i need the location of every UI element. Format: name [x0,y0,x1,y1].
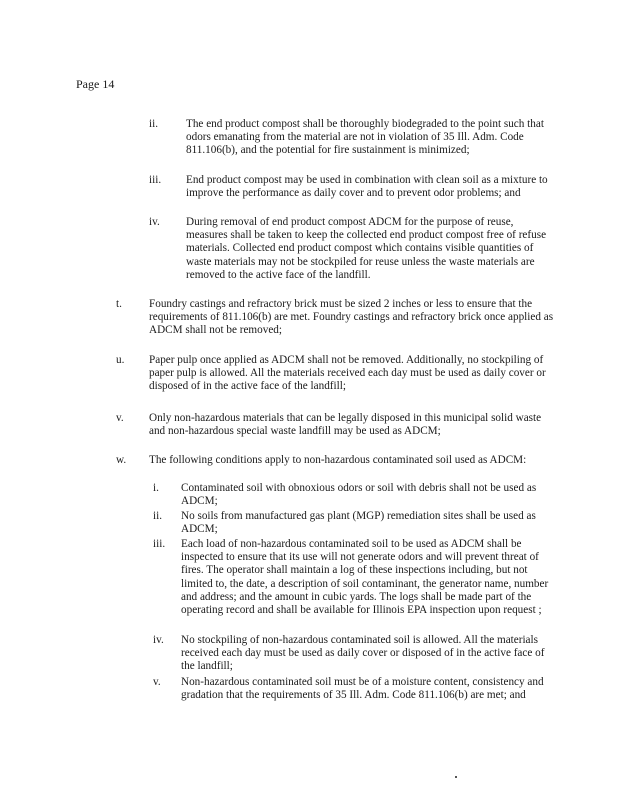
item-text: Contaminated soil with obnoxious odors or soil with debris shall not be used as ADCM; [181,482,537,508]
item-number: iii. [149,174,162,186]
item-number: w. [116,454,127,466]
item-number: ii. [149,118,159,130]
sub-item-ii [149,118,549,158]
item-text: No soils from manufactured gas plant (MGP) remediation sites shall be used as ADCM; [181,510,536,536]
item-text: Non-hazardous contaminated soil must be of a moisture content, consistency and gradation that the requirements of 35 Ill. Adm. Code 811.106(b) are met; and [181,676,544,702]
scan-speck [455,776,457,778]
item-number: iii. [153,538,166,550]
item-number: ii. [153,510,163,522]
item-text: The end product compost shall be thoroughly biodegraded to the point such that odors emanating from the material are not in violation of 35 Ill. Adm. Code 811.106(b), and the potential for fire sustainment is minimized; [186,118,544,157]
sub-item-iv [149,216,549,282]
w-sub-item-ii [153,510,553,536]
item-number: iv. [149,216,160,228]
item-text: Each load of non-hazardous contaminated soil to be used as ADCM shall be inspected to ensure that its use will not generate odors and will prevent threat of fires. The operator shall maintain a log of these inspections including, but not limited to, the date, a description of soil contaminant, the generator name, number and address; and the amount in cubic yards. The logs shall be made part of the operating record and shall be available for Illinois EPA inspection upon request ; [181,538,549,617]
item-number: u. [116,354,125,366]
item-text: Paper pulp once applied as ADCM shall not be removed. Additionally, no stockpiling of paper pulp is allowed. All the materials received each day must be used as daily cover or disposed of in the active face of the landfill; [149,354,546,393]
item-v [116,412,556,438]
item-t [116,298,556,338]
item-text: The following conditions apply to non-hazardous contaminated soil used as ADCM: [149,454,527,466]
w-sub-item-iii [153,538,553,617]
item-text: End product compost may be used in combination with clean soil as a mixture to improve the performance as daily cover and to prevent odor problems; and [186,174,548,200]
item-number: i. [153,482,159,494]
item-number: v. [153,676,161,688]
item-text: Foundry castings and refractory brick must be sized 2 inches or less to ensure that the requirements of 811.106(b) are met. Foundry castings and refractory brick once applied as ADCM shall not be removed; [149,298,554,337]
item-u [116,354,556,394]
item-text: During removal of end product compost ADCM for the purpose of reuse, measures shall be taken to keep the collected end product compost free of refuse materials. Collected end product compost which contains visible quantities of waste materials may not be stockpiled for reuse unless the waste materials are removed to the active face of the landfill. [186,216,547,281]
item-text: Only non-hazardous materials that can be legally disposed in this municipal solid waste and non-hazardous special waste landfill may be used as ADCM; [149,412,542,438]
item-w [116,454,556,467]
item-number: t. [116,298,122,310]
w-sub-item-iv [153,634,553,674]
sub-item-iii [149,174,549,200]
item-text: No stockpiling of non-hazardous contaminated soil is allowed. All the materials received each day must be used as daily cover or disposed of in the active face of the landfill; [181,634,545,673]
item-number: v. [116,412,124,424]
page-number: Page 14 [76,77,115,91]
item-number: iv. [153,634,164,646]
w-sub-item-i [153,482,553,508]
w-sub-item-v [153,676,553,702]
